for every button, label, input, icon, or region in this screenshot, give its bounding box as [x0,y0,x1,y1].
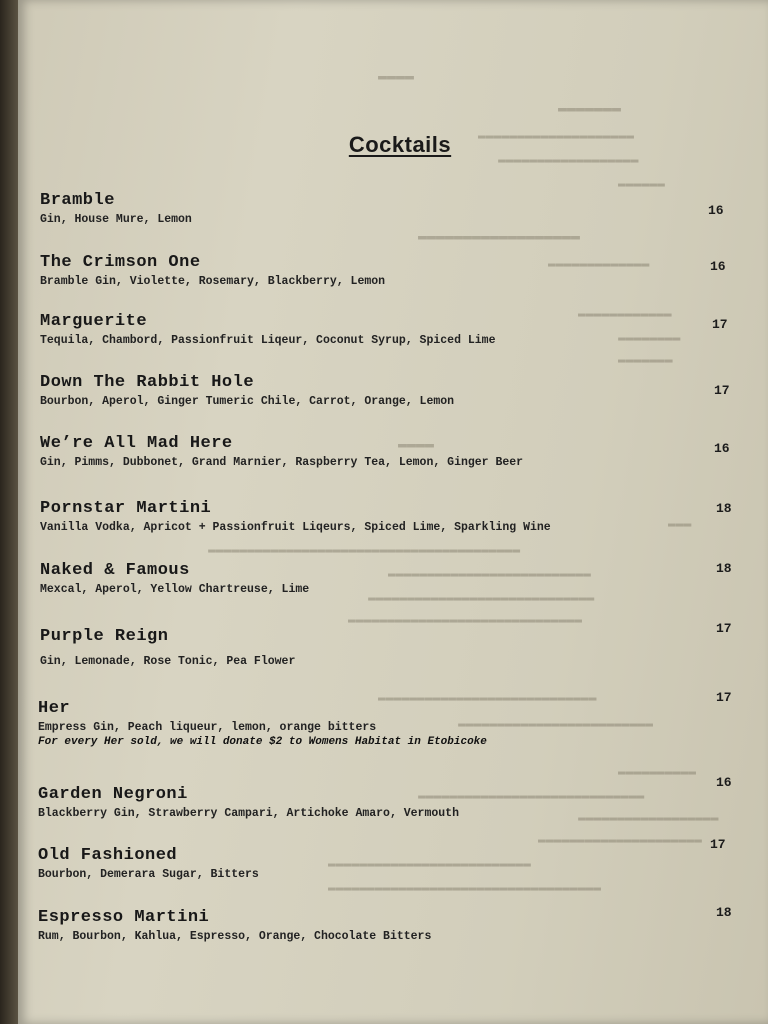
item-ingredients: Mexcal, Aperol, Yellow Chartreuse, Lime [40,583,310,596]
item-name: Down The Rabbit Hole [40,373,255,392]
bleed-through-texture: ▬▬▬▬▬▬▬▬▬▬▬▬▬▬▬▬▬▬ [498,152,639,167]
menu-item [40,434,740,469]
item-price: 16 [714,441,730,456]
bleed-through-texture: ▬▬▬▬▬▬▬▬▬▬ [618,764,697,779]
bleed-through-texture: ▬▬▬ [668,516,692,531]
item-name: Bramble [40,191,115,210]
bleed-through-texture: ▬▬▬▬▬▬▬▬▬▬▬▬▬▬▬▬▬▬▬▬▬▬▬▬▬▬ [328,856,531,871]
menu-item [40,373,740,408]
bleed-through-texture: ▬▬▬▬ [398,436,435,453]
item-name: We’re All Mad Here [40,434,233,453]
item-name: Old Fashioned [38,846,178,865]
bleed-through-texture: ▬▬▬▬▬▬▬▬▬▬▬▬▬ [548,256,650,271]
bleed-through-texture: ▬▬▬▬▬▬▬▬▬▬▬▬▬▬▬▬▬▬▬▬▬▬▬▬▬▬▬▬▬▬▬▬▬▬▬▬▬▬▬▬ [208,542,521,557]
item-name: Naked & Famous [40,561,190,580]
item-price: 16 [708,203,724,218]
item-ingredients: Bourbon, Aperol, Ginger Tumeric Chile, Carrot, Orange, Lemon [40,395,455,408]
item-price: 16 [710,259,726,274]
menu-item [40,561,740,596]
item-ingredients: Gin, Pimms, Dubbonet, Grand Marnier, Raspberry Tea, Lemon, Ginger Beer [40,456,524,469]
item-ingredients: Tequila, Chambord, Passionfruit Liqeur, Coconut Syrup, Spiced Lime [40,334,496,347]
item-name: Purple Reign [40,627,169,646]
bleed-through-texture: ▬▬▬▬▬▬▬▬▬▬▬▬▬▬▬▬▬▬▬▬▬▬▬▬▬▬▬▬▬ [418,788,645,803]
item-price: 17 [716,621,732,636]
bleed-through-texture: ▬▬▬▬▬▬▬▬▬▬▬▬▬▬▬▬▬▬▬▬▬▬▬▬▬▬ [388,566,591,581]
item-name: The Crimson One [40,253,201,272]
bleed-through-texture: ▬▬▬▬▬▬▬▬▬▬▬▬▬▬▬▬▬▬▬▬▬ [538,832,702,847]
menu-item [40,253,740,288]
item-price: 17 [716,690,732,705]
item-price: 18 [716,905,732,920]
bleed-through-texture: ▬▬▬▬▬▬▬▬▬▬▬▬ [578,306,672,321]
bleed-through-texture: ▬▬▬▬▬▬▬▬▬▬▬▬▬▬▬▬▬▬▬▬▬▬▬▬▬▬▬▬▬ [368,590,595,605]
menu-item [40,627,740,668]
bleed-through-texture: ▬▬▬▬▬▬▬▬▬▬▬▬▬▬▬▬▬▬▬▬▬▬▬▬▬▬▬▬▬▬▬▬▬▬▬ [328,880,602,895]
menu-item [40,312,740,347]
menu-item [38,785,738,820]
menu-item [40,191,740,226]
bleed-through-texture: ▬▬▬▬▬▬▬▬▬▬▬▬▬▬▬▬▬▬▬▬▬▬▬▬▬▬▬▬▬▬ [348,612,583,627]
item-price: 18 [716,561,732,576]
bleed-through-texture: ▬▬▬▬▬▬▬ [558,100,622,117]
item-price: 17 [712,317,728,332]
item-price: 16 [716,775,732,790]
bleed-through-texture: ▬▬▬▬▬▬▬▬▬▬▬▬▬▬▬▬▬▬ [418,228,581,245]
item-donation-note: For every Her sold, we will donate $2 to Womens Habitat in Etobicoke [38,736,487,748]
item-ingredients: Gin, House Mure, Lemon [40,213,192,226]
item-ingredients: Blackberry Gin, Strawberry Campari, Artichoke Amaro, Vermouth [38,807,459,820]
bleed-through-texture: ▬▬▬▬▬▬▬▬ [618,330,681,345]
item-name: Espresso Martini [38,908,210,927]
menu-item [38,846,738,881]
item-ingredients: Vanilla Vodka, Apricot + Passionfruit Liqeurs, Spiced Lime, Sparkling Wine [40,521,551,534]
bleed-through-texture: ▬▬▬▬▬▬▬ [618,352,673,367]
item-price: 17 [714,383,730,398]
bleed-through-texture: ▬▬▬▬▬▬▬▬▬▬▬▬▬▬▬▬▬▬ [578,810,719,825]
menu-item [40,499,740,534]
item-ingredients: Empress Gin, Peach liqueur, lemon, orange bitters [38,721,377,734]
item-name: Her [38,699,71,718]
bleed-through-texture: ▬▬▬▬▬▬▬▬▬▬▬▬▬▬▬▬▬▬▬▬ [478,128,635,143]
bleed-through-texture: ▬▬▬▬▬▬▬▬▬▬▬▬▬▬▬▬▬▬▬▬▬▬▬▬▬ [458,716,654,731]
item-name: Marguerite [40,312,148,331]
bleed-through-texture: ▬▬▬▬ [378,68,415,85]
item-name: Pornstar Martini [40,499,212,518]
item-name: Garden Negroni [38,785,188,804]
item-price: 17 [710,837,726,852]
menu-item [38,699,738,748]
item-price: 18 [716,501,732,516]
item-ingredients: Rum, Bourbon, Kahlua, Espresso, Orange, Chocolate Bitters [38,930,432,943]
item-ingredients: Gin, Lemonade, Rose Tonic, Pea Flower [40,655,296,668]
bleed-through-texture: ▬▬▬▬▬▬ [618,176,665,191]
bleed-through-texture: ▬▬▬▬▬▬▬▬▬▬▬▬▬▬▬▬▬▬▬▬▬▬▬▬▬▬▬▬ [378,690,597,705]
item-ingredients: Bourbon, Demerara Sugar, Bitters [38,868,259,881]
item-ingredients: Bramble Gin, Violette, Rosemary, Blackberry, Lemon [40,275,386,288]
menu-title: Cocktails [348,132,452,157]
menu-item [38,908,738,943]
